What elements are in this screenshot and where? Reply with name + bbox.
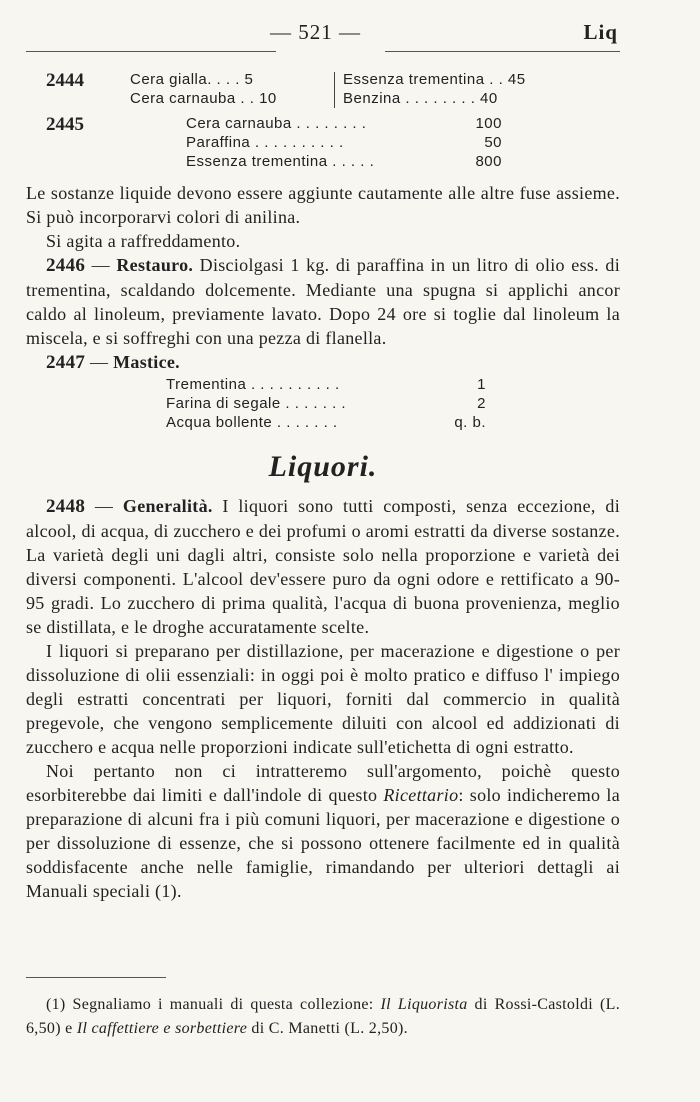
page-body [26,70,620,903]
recipe-2444-left-list [130,70,330,108]
footnote-text: (1) Segnaliamo i manuali di questa collezione: [46,996,381,1013]
ingredient-line: Benzina . . . . . . . . 40 [343,90,498,107]
recipe-heading: Mastice. [113,352,180,372]
ingredient-line [166,413,486,432]
recipe-heading: Generalità. [122,496,213,516]
dash: — [85,352,114,372]
ingredient-name: Cera carnauba . . . . . . . . [186,115,367,132]
recipe-heading: Restauro. [116,255,194,275]
ingredient-line: Cera gialla. . . . 5 [130,71,254,88]
paragraph [26,759,620,903]
paragraph: Le sostanze liquide devono essere aggiunte cautamente alle altre fuse assieme. Si può incorporarvi colori di anilina. [26,183,620,227]
ingredient-line [186,152,502,171]
dash: — [85,496,123,516]
footnote-text: di Rossi-Castoldi (L. 6,50) e [26,996,620,1037]
footnote-rule [26,977,166,978]
recipe-2445-list [186,114,502,171]
paragraph: Si agita a raffreddamento. [46,231,241,251]
recipe-number: 2444 [46,70,84,91]
recipe-number: 2447 [46,352,86,373]
italic-title: Ricettario [383,785,459,805]
italic-title: Il Liquorista [380,996,468,1013]
ingredient-line [166,394,486,413]
column-divider [334,72,335,108]
recipe-2444-right-list [343,70,526,108]
running-title: Liq [583,20,618,44]
italic-title: Il caffettiere e sorbettiere [76,1020,248,1037]
ingredient-qty: 100 [475,115,502,132]
paragraph-text: : solo indicheremo la preparazione di alcuni fra i più comuni liquori, per macerazione e digestione o per dissoluzione di essenze, che si possono ottenere facilmente ed in qualità soddisfacente anche nelle famiglie, rimandando per ulteriori dettagli ai Manuali speciali (1). [26,785,621,901]
ingredient-name: Essenza trementina . . . . . [186,153,375,170]
recipe-text: I liquori sono tutti composti, senza eccezione, di alcool, di acqua, di zucchero e dei profumi o aromi estratti da diverse sostanze. La varietà degli uni dagli altri, consiste solo nella proporzione e varietà dei diversi componenti. L'alcool dev'essere puro da ogni odore e rettificato a 90-95 gradi. Lo zucchero di prima qualità, l'acqua di buona provenienza, meglio se distillata, e le droghe accuratamente scelte. [26,496,620,637]
recipe-2444 [26,70,620,108]
recipe-text: Disciolgasi 1 kg. di paraffina in un litro di olio ess. di trementina, scaldando dolcemente. Mediante una spugna si applichi ancor caldo al linoleum, previamente lavato. Dopo 24 ore si toglie dal linoleum la miscela, e si soffreghi con una pezza di flanella. [26,255,620,348]
paragraph: I liquori si preparano per distillazione, per macerazione e digestione o per dissoluzione di olii essenziali: in oggi poi è molto pratico e diffuso l' impiego degli estratti concentrati per liquori, forniti dal commercio in qualità pregevole, che vengono semplicemente diluiti con alcool ed addizionati di zucchero e acqua nelle proporzioni indicate sull'etichetta di ogni estratto. [26,641,620,757]
ingredient-qty: 1 [477,376,486,393]
footnote-text: di C. Manetti (L. 2,50). [247,1020,408,1037]
recipe-2448 [26,494,620,639]
ingredient-line: Essenza trementina . . 45 [343,71,526,88]
recipe-number: 2448 [46,496,86,517]
header-rule-left [26,51,276,52]
ingredient-qty: 50 [484,134,502,151]
footnote [26,993,620,1041]
page-number: — 521 — [270,20,361,44]
recipe-number: 2446 [46,255,86,276]
recipe-2445 [26,114,620,171]
recipe-2446 [26,253,620,350]
ingredient-name: Acqua bollente . . . . . . . [166,414,338,431]
ingredient-qty: 800 [475,153,502,170]
ingredient-name: Farina di segale . . . . . . . [166,395,347,412]
recipe-2447-list [166,375,486,432]
section-title: Liquori. [268,450,378,483]
ingredient-line: Cera carnauba . . 10 [130,90,277,107]
ingredient-line [186,133,502,152]
paragraph-text: Noi pertanto non ci intratteremo sull'argomento, poichè questo esorbiterebbe dai limiti e dall'indole di questo [26,761,620,805]
recipe-2447-heading [26,350,620,375]
ingredient-name: Trementina . . . . . . . . . . [166,376,340,393]
recipe-number: 2445 [46,114,84,135]
ingredient-line [166,375,486,394]
ingredient-qty: 2 [477,395,486,412]
ingredient-name: Paraffina . . . . . . . . . . [186,134,344,151]
ingredient-qty: q. b. [454,414,486,431]
dash: — [85,255,117,275]
header-rule-right [385,51,620,52]
page-header [0,18,700,50]
ingredient-line [186,114,502,133]
